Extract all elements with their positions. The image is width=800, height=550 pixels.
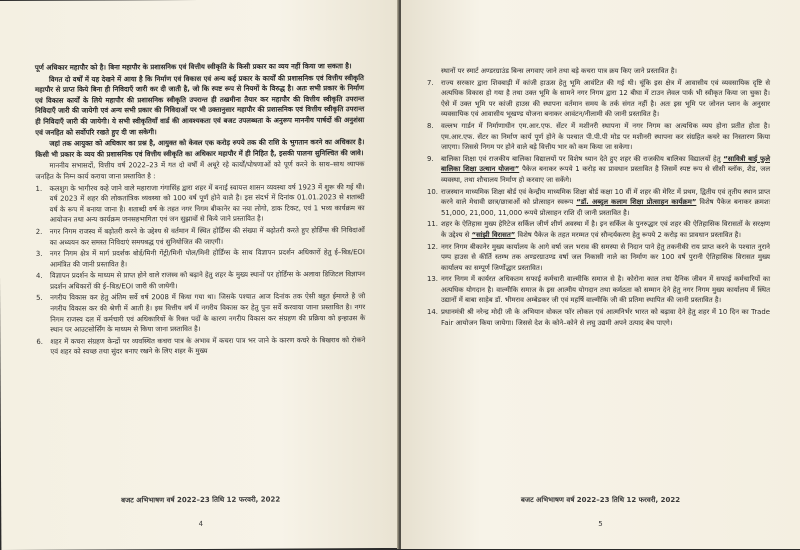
item-text: कलशुग के भागीरथ कहे जाने वाले महाराजा गंगासिंह द्वारा शहर में बनाई स्वायत्त शासन व्यवस्था वर्ष 1923 में शुरू की गई थी। वर्ष 2023 में शहर की लोकतांत्रिक व्यवस्था को 100 वर्ष पूर्ण होने वाले है। इस संदर्भ में दिनांक 01.01.2023 से शताब्दी वर्ष के रूप में बनाया जाना है। शताब्दी वर्ष के तहत नगर निगम बीकानेर का नया लोगो, डाक टिकट, एवं 1 भव्य कार्यक्रम का आयोजन तथा अन्य कार्यक्रम जनसहभागिता एवं जन सुझावों से किये जाने प्रस्तावित है। (49, 182, 365, 225)
left-paragraph-3: जहां तक आयुक्त को अधिकार का प्रश्न है, आयुक्त को केवल एक करोड़ रुपये तक की राशि के भुगतान करने का अधिकार है। किसी भी प्रकार के व्यय की प्रशासनिक एवं वित्तीय स्वीकृति का अधिकार महापौर में ही निहित है, इसकी पालना सुनिश्चित की जावे। (35, 138, 365, 159)
item-text: नगर निगम बीकानेर मुख्य कार्यालय के आगे वर्षा जल भराव की समस्या से निदान पाने हेतु तकनीकी राय प्राप्त करने के पश्चात नुराने पम्प हाउस से कीर्ति स्तम्भ तक अण्डरग्राउण्ड वर्षा जल निकासी नाले का निर्माण कर 100 वर्ष पुरानी ऐतिहासिक विरासत मुख्य कार्यालय का सम्पूर्ण जिर्णोद्धार प्रस्तावित। (441, 242, 770, 272)
item-number: 9. (427, 154, 434, 163)
list-item (36, 335, 365, 358)
list-item (427, 121, 770, 153)
list-item (36, 182, 365, 226)
item-number: 4. (35, 272, 43, 281)
list-item (36, 269, 365, 292)
item-text-with-highlight (441, 187, 770, 219)
item-text: राजस्थान माध्यमिक शिक्षा बोर्ड एवं केन्द्रीय माध्यमिक शिक्षा बोर्ड कक्षा 10 वीं में शहर की मेरिट में प्रथम, द्वितीय एवं तृतीय स्थान प्राप्त करने वाले मेधावी छात्र/छात्राओं को प्रोत्साहन स्वरूप (441, 187, 770, 207)
item-number: 12. (427, 242, 438, 251)
scheme-name: “सांझी विरासत” (471, 230, 516, 239)
item-text-rest: पैकेज बनाकर रूपये 1 करोड़ का प्रावधान प्रस्तावित है जिसमें स्पष्ट रूप से सीसी ब्लॉक, शैड, जल व्यवस्था, तथा शौचालय निर्माण हो करवाए जा सकेंगे। (441, 165, 770, 184)
item-number: 2. (35, 227, 43, 236)
item-text: नगर निगम में कार्यरत अधिकतम सफाई कर्मचारी वाल्मीकि समाज से है। कोरोना काल तथा दैनिक जीवन में सफाई कर्मचारियों का अत्यधिक योगदान है। वाल्मीकि समाज के इस आत्मीय योगदान तथा कर्मठता को सम्मान देने हेतु नगर निगम मुख्य कार्यालय में स्थित उद्यानों में बाबा साहेब डॉ. भीमराव अम्बेडकर जी एवं महर्षि वाल्मीकि जी की प्रतिमा स्थापित की जानी प्रस्तावित है। (441, 275, 770, 305)
left-page-footer: बजट अभिभाषण वर्ष 2022–23 तिथि 12 फरवरी, 2022 (121, 495, 281, 505)
item-number: 13. (427, 275, 438, 284)
left-page-number: 4 (198, 519, 204, 529)
item-text: नगर निगम राजस्व में बढ़ोतरी करने के उद्देश्य से वर्तमान में स्थित होर्डिंग्स की संख्या में बढ़ोतरी करते हुए होर्डिंग्स की निविदाओं का अध्ययन कर समस्त निविदाएं समयबद्ध एवं सुनियोजित की जाएगी। (49, 226, 365, 247)
item-text: राज्य सरकार द्वारा शिवबाड़ी में कांजी हाऊस हेतु भूमि आवंटित की गई थी। चूंकि इस क्षेत्र में आवासीय एवं व्यवसायिक दृष्टि से अत्यधिक विकास हो गया है तथा उक्त भूमि के सामने नगर निगम द्वारा 12 बीघा में टाउन लेवल पार्क भी स्वीकृत किया जा चुका है। ऐसे में उक्त भूमि पर कांजी हाउस की स्थापना वर्तमान समय के तर्क संगत नहीं है। अतः इस भूमि पर जोनल प्लान के अनुसार व्यवसायिक एवं आवासीय भूखण्ड योजना बनाकर आवंटन/नीलामी की जानी प्रस्तावित है। (441, 78, 770, 119)
list-item (36, 247, 365, 270)
item-number: 1. (35, 184, 43, 193)
item-number: 3. (35, 249, 43, 258)
item-text-rest: विशेष पैकेज के तहत मरम्मत एवं सौन्दर्यकरण हेतु रूपये 2 करोड़ का प्रावधान प्रस्तावित है। (515, 230, 741, 239)
left-paragraph-2: विगत दो वर्षों में यह देखने में आया है कि निर्माण एवं विकास एवं अन्य कई प्रकार के कार्यों की प्रशासनिक एवं वित्तीय स्वीकृति महापौर से प्राप्त किये बिना ही निविदाएँ जारी कर दी जाती है, जो कि स्पष्ट रूप से नियमों के विरुद्ध है। अतः सभी प्रकार के निर्माण एवं विकास कार्यों के लिये महापौर की प्रशासनिक स्वीकृति उपरान्त ही तखमीना तैयार कर महापौर की वित्तीय स्वीकृति उपरान्त निविदाएँ जारी की जायेगी एवं अन्य सभी प्रकार की निविदाओं पर भी उक्तानुसार महापौर की प्रशासनिक एवं वित्तीय स्वीकृति उपरान्त ही निविदाएँ जारी की जायेगी। ये सभी स्वीकृतियाँ वार्ड की आवश्यकता एवं बजट उपलब्धता के अनुरूप माननीय पार्षदों की अनुशंसा एवं जनहित को सर्वोपरि रखते हुए दी जा सकेगी। (35, 73, 365, 137)
item-text-rest: विशेष पैकेज बनाकर क्रमशः 51,000, 21,000, 11,000 रूपये प्रोत्साहन राशि दी जानी प्रस्तावित है। (441, 198, 770, 217)
item-number: 10. (427, 187, 438, 196)
right-page-number: 5 (598, 520, 603, 528)
scheme-name: “सावित्री बाई फुले बालिका शिक्षा उत्थान योजना” (441, 154, 770, 174)
list-item (427, 187, 770, 219)
list-item (427, 307, 770, 328)
item-text: वल्लभ गार्डन में निर्माणाधीन एम.आर.एफ. सेंटर में मशीनरी स्थापना में नगर निगम का अत्यधिक व्यय होना प्रतीत होता है। एम.आर.एफ. सेंटर का निर्माण कार्य पूर्ण होने के पश्चात पी.पी.पी मोड पर मशीनरी स्थापना कर संग्रहित कचरे का निस्तारण किया जाएगा। जिससे निगम पर होने वाले बड़े वित्तीय भार को कम किया जा सकेगा। (441, 121, 770, 152)
left-page-body (35, 61, 366, 358)
left-paragraph-4: माननीय सभासदों, वित्तीय वर्ष 2022–23 में गत दो वर्षों में अधूरे रहे कार्यों/घोषणाओं को पूर्ण करने के साथ–साथ व्यापक जनहित के निम्न कार्य कराया जाना प्रस्तावित है : (35, 160, 365, 181)
list-item (427, 154, 770, 186)
list-item (427, 274, 770, 306)
item-text-with-highlight (441, 154, 770, 186)
item-text: नगर निगम क्षेत्र में मार्ग प्रदर्शक बोर्ड/मिनी गेंट्री/मिनी पोल/मिनी होर्डिंग्स के साथ विज्ञापन प्रदर्शन अधिकारों हेतु ई–बिड/EOI आमंत्रित की जानी प्रस्तावित है। (49, 248, 365, 269)
left-paragraph-1: पूर्ण अधिकार महापौर को है। बिना महापौर के प्रशासनिक एवं वित्तीय स्वीकृति के किसी प्रकार का व्यय नहीं किया जा सकता है। (34, 62, 352, 72)
item-text: शहर में कचरा संग्रहण केन्द्रों पर व्यवस्थित कचरा पात्र के अभाव में कचरा पात्र भर जाने के कारण कचरे के बिखराव को रोकने एवं शहर को स्वच्छ तथा सुंदर बनाए रखने के लिए शहर के मुख्य (50, 335, 366, 357)
scheme-name: “डॉ. अब्दुल कलाम शिक्षा प्रोत्साहन कार्यक्रम” (576, 198, 697, 207)
item-number: 6. (36, 337, 43, 346)
item-number: 8. (427, 121, 434, 130)
item-number: 14. (427, 308, 438, 317)
item-text: बालिका शिक्षा एवं राजकीय बालिका विद्यालयों पर विशेष ध्यान देते हुए शहर की राजकीय बालिका विद्यालयों हेतु (441, 154, 721, 163)
right-page (401, 0, 800, 549)
list-item (427, 242, 770, 274)
right-intro: स्थानों पर स्मार्ट अण्डरग्राउंड बिन्स लगवाए जाने तथा बड़े कचरा पात्र क्रय किए जाने प्रस्तावित है। (441, 67, 677, 75)
item-number: 7. (427, 78, 434, 87)
item-text: विज्ञापन प्रदर्शन के माध्यम से प्राप्त होने वाले राजस्व को बढ़ाने हेतु शहर के मुख्य स्थानों पर होर्डिंग्स के अलावा डिजिटल विज्ञापन प्रदर्शन अधिकारों की ई–बिड/EOI जारी की जायेगी। (49, 270, 366, 291)
list-item (427, 78, 770, 120)
item-number: 11. (427, 220, 438, 229)
item-text: शहर के ऐतिहास मुख्य हेरिटेज सर्किल जीर्ण शीर्ण अवस्था में है। इन सर्किल के पुनरुद्धार एवं शहर की ऐतिहासिक विरासतों के सरक्षण के उद्देश्य से (441, 220, 770, 239)
list-item (36, 292, 365, 336)
right-page-body (427, 66, 770, 328)
right-page-footer: बजट अभिभाषण वर्ष 2022–23 तिथि 12 फरवरी, 2022 (520, 496, 681, 504)
list-item (427, 219, 770, 240)
list-item (36, 225, 365, 248)
item-number: 5. (36, 294, 43, 303)
item-text: नगरीय विकास कर हेतु अंतिम सर्वे वर्ष 2008 में किया गया था। जिसके पश्चात आज दिनांक तक ऐसी बहुत ईमारते है जो नगरीय विकास कर की श्रेणी में आती है। इस वित्तीय वर्ष में नगरीय विकास कर हेतु पुनः सर्वे करवाया जाना प्रस्तावित है। नगर निगम राजस्व दल में कर्मचारी एवं अधिकारियों के रिक्त पदों के कारण नगरीय विकास कर संग्रहण की प्रक्रिया को इन्हाउस के स्थान पर आउटसोर्सिंग के माध्यम से किया जाना प्रस्तावित है। (50, 292, 366, 335)
item-text-with-highlight (441, 219, 770, 240)
item-text: प्रधानमंत्री श्री नरेन्द्र मोदी जी के अभियान वोकल फॉर लोकल एवं आत्मनिर्भर भारत को बढ़ावा देने हेतु शहर में 10 दिन का Trade Fair आयोजन किया जायेगा। जिससे देश के कोने–कोने से लघु उद्यमी अपने उत्पाद बेच पाएगे। (441, 308, 770, 327)
